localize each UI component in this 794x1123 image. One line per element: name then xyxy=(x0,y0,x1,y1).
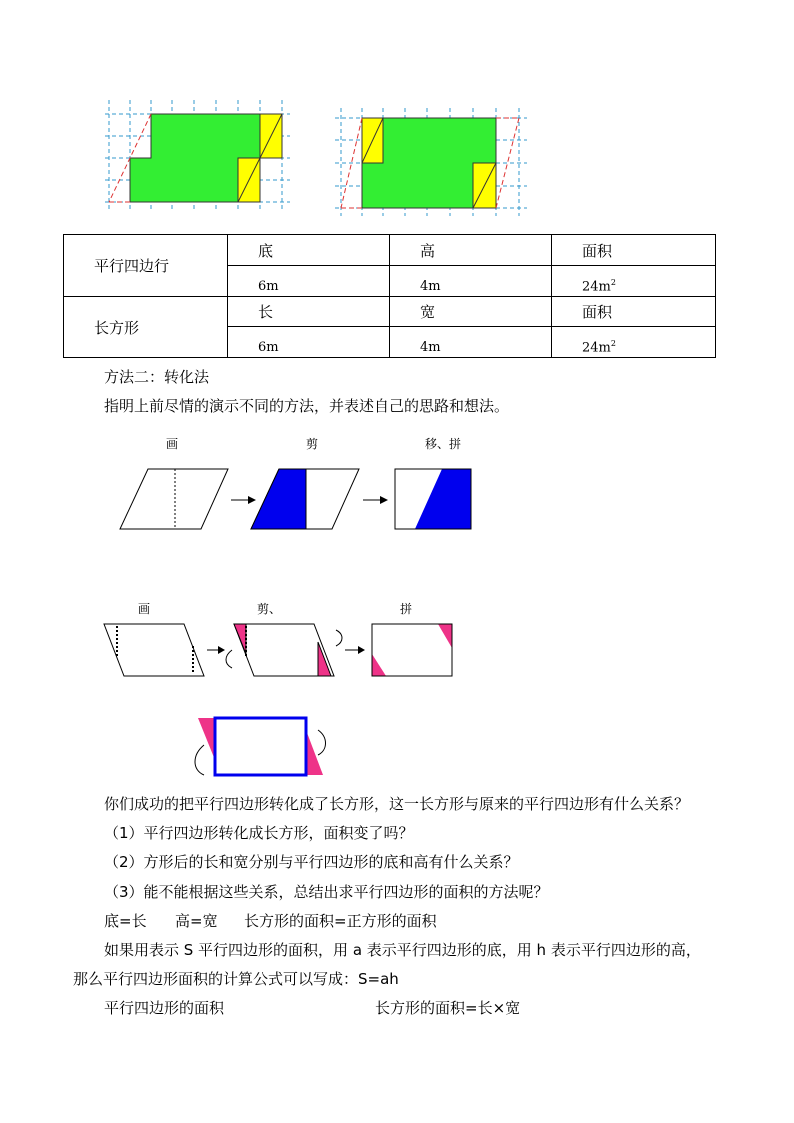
header-height: 高 xyxy=(390,235,552,266)
question-intro: 你们成功的把平行四边形转化成了长方形，这一长方形与原来的平行四边形有什么关系？ xyxy=(104,795,690,813)
diagram1-label-cut: 剪 xyxy=(306,437,319,451)
value-width: 4m xyxy=(390,327,552,358)
relation-height-width: 高=宽 xyxy=(175,912,218,930)
comparison-table xyxy=(63,234,716,358)
header-area: 面积 xyxy=(552,235,716,266)
final-parallelogram-area: 平行四边形的面积 xyxy=(104,999,225,1017)
method2-description: 指明上前尽情的演示不同的方法，并表述自己的思路和想法。 xyxy=(104,397,510,415)
formula-paragraph-line1: 如果用表示 S 平行四边形的面积，用 a 表示平行四边形的底，用 h 表示平行四边形的高， xyxy=(104,941,701,959)
diagram1-label-move: 移、拼 xyxy=(425,437,462,451)
diagram2-label-draw: 画 xyxy=(138,602,151,616)
formula-paragraph-line2: 那么平行四边形面积的计算公式可以写成：S=ah xyxy=(73,970,399,988)
value-area: $24m^2$ xyxy=(552,266,716,297)
diagram1-label-draw: 画 xyxy=(166,437,179,451)
question-1: （1）平行四边形转化成长方形，面积变了吗？ xyxy=(104,824,414,842)
diagram3-shape xyxy=(190,715,330,780)
grid-figure-right xyxy=(335,108,530,218)
grid-figure-left xyxy=(105,100,295,215)
question-2: （2）方形后的长和宽分别与平行四边形的底和高有什么关系？ xyxy=(104,853,519,871)
method2-title: 方法二：转化法 xyxy=(104,368,210,386)
diagram1-shapes xyxy=(115,465,480,535)
question-3: （3）能不能根据这些关系，总结出求平行四边形的面积的方法呢？ xyxy=(104,883,549,901)
relation-base-length: 底=长 xyxy=(104,912,147,930)
row-name-parallelogram: 平行四边行 xyxy=(64,235,228,297)
final-rectangle-area: 长方形的面积=长×宽 xyxy=(375,999,521,1017)
header-width: 宽 xyxy=(390,297,552,327)
diagram2-shapes xyxy=(100,618,460,680)
header-base: 底 xyxy=(228,235,390,266)
header-length: 长 xyxy=(228,297,390,327)
value-height: 4m xyxy=(390,266,552,297)
diagram2-label-join: 拼 xyxy=(400,602,413,616)
row-name-rectangle: 长方形 xyxy=(64,297,228,358)
value-length: 6m xyxy=(228,327,390,358)
relation-area: 长方形的面积=正方形的面积 xyxy=(244,912,437,930)
value-base: 6m xyxy=(228,266,390,297)
diagram2-label-cut: 剪、 xyxy=(257,602,282,616)
header-area-rect: 面积 xyxy=(552,297,716,327)
value-area-rect: $24m^2$ xyxy=(552,327,716,358)
